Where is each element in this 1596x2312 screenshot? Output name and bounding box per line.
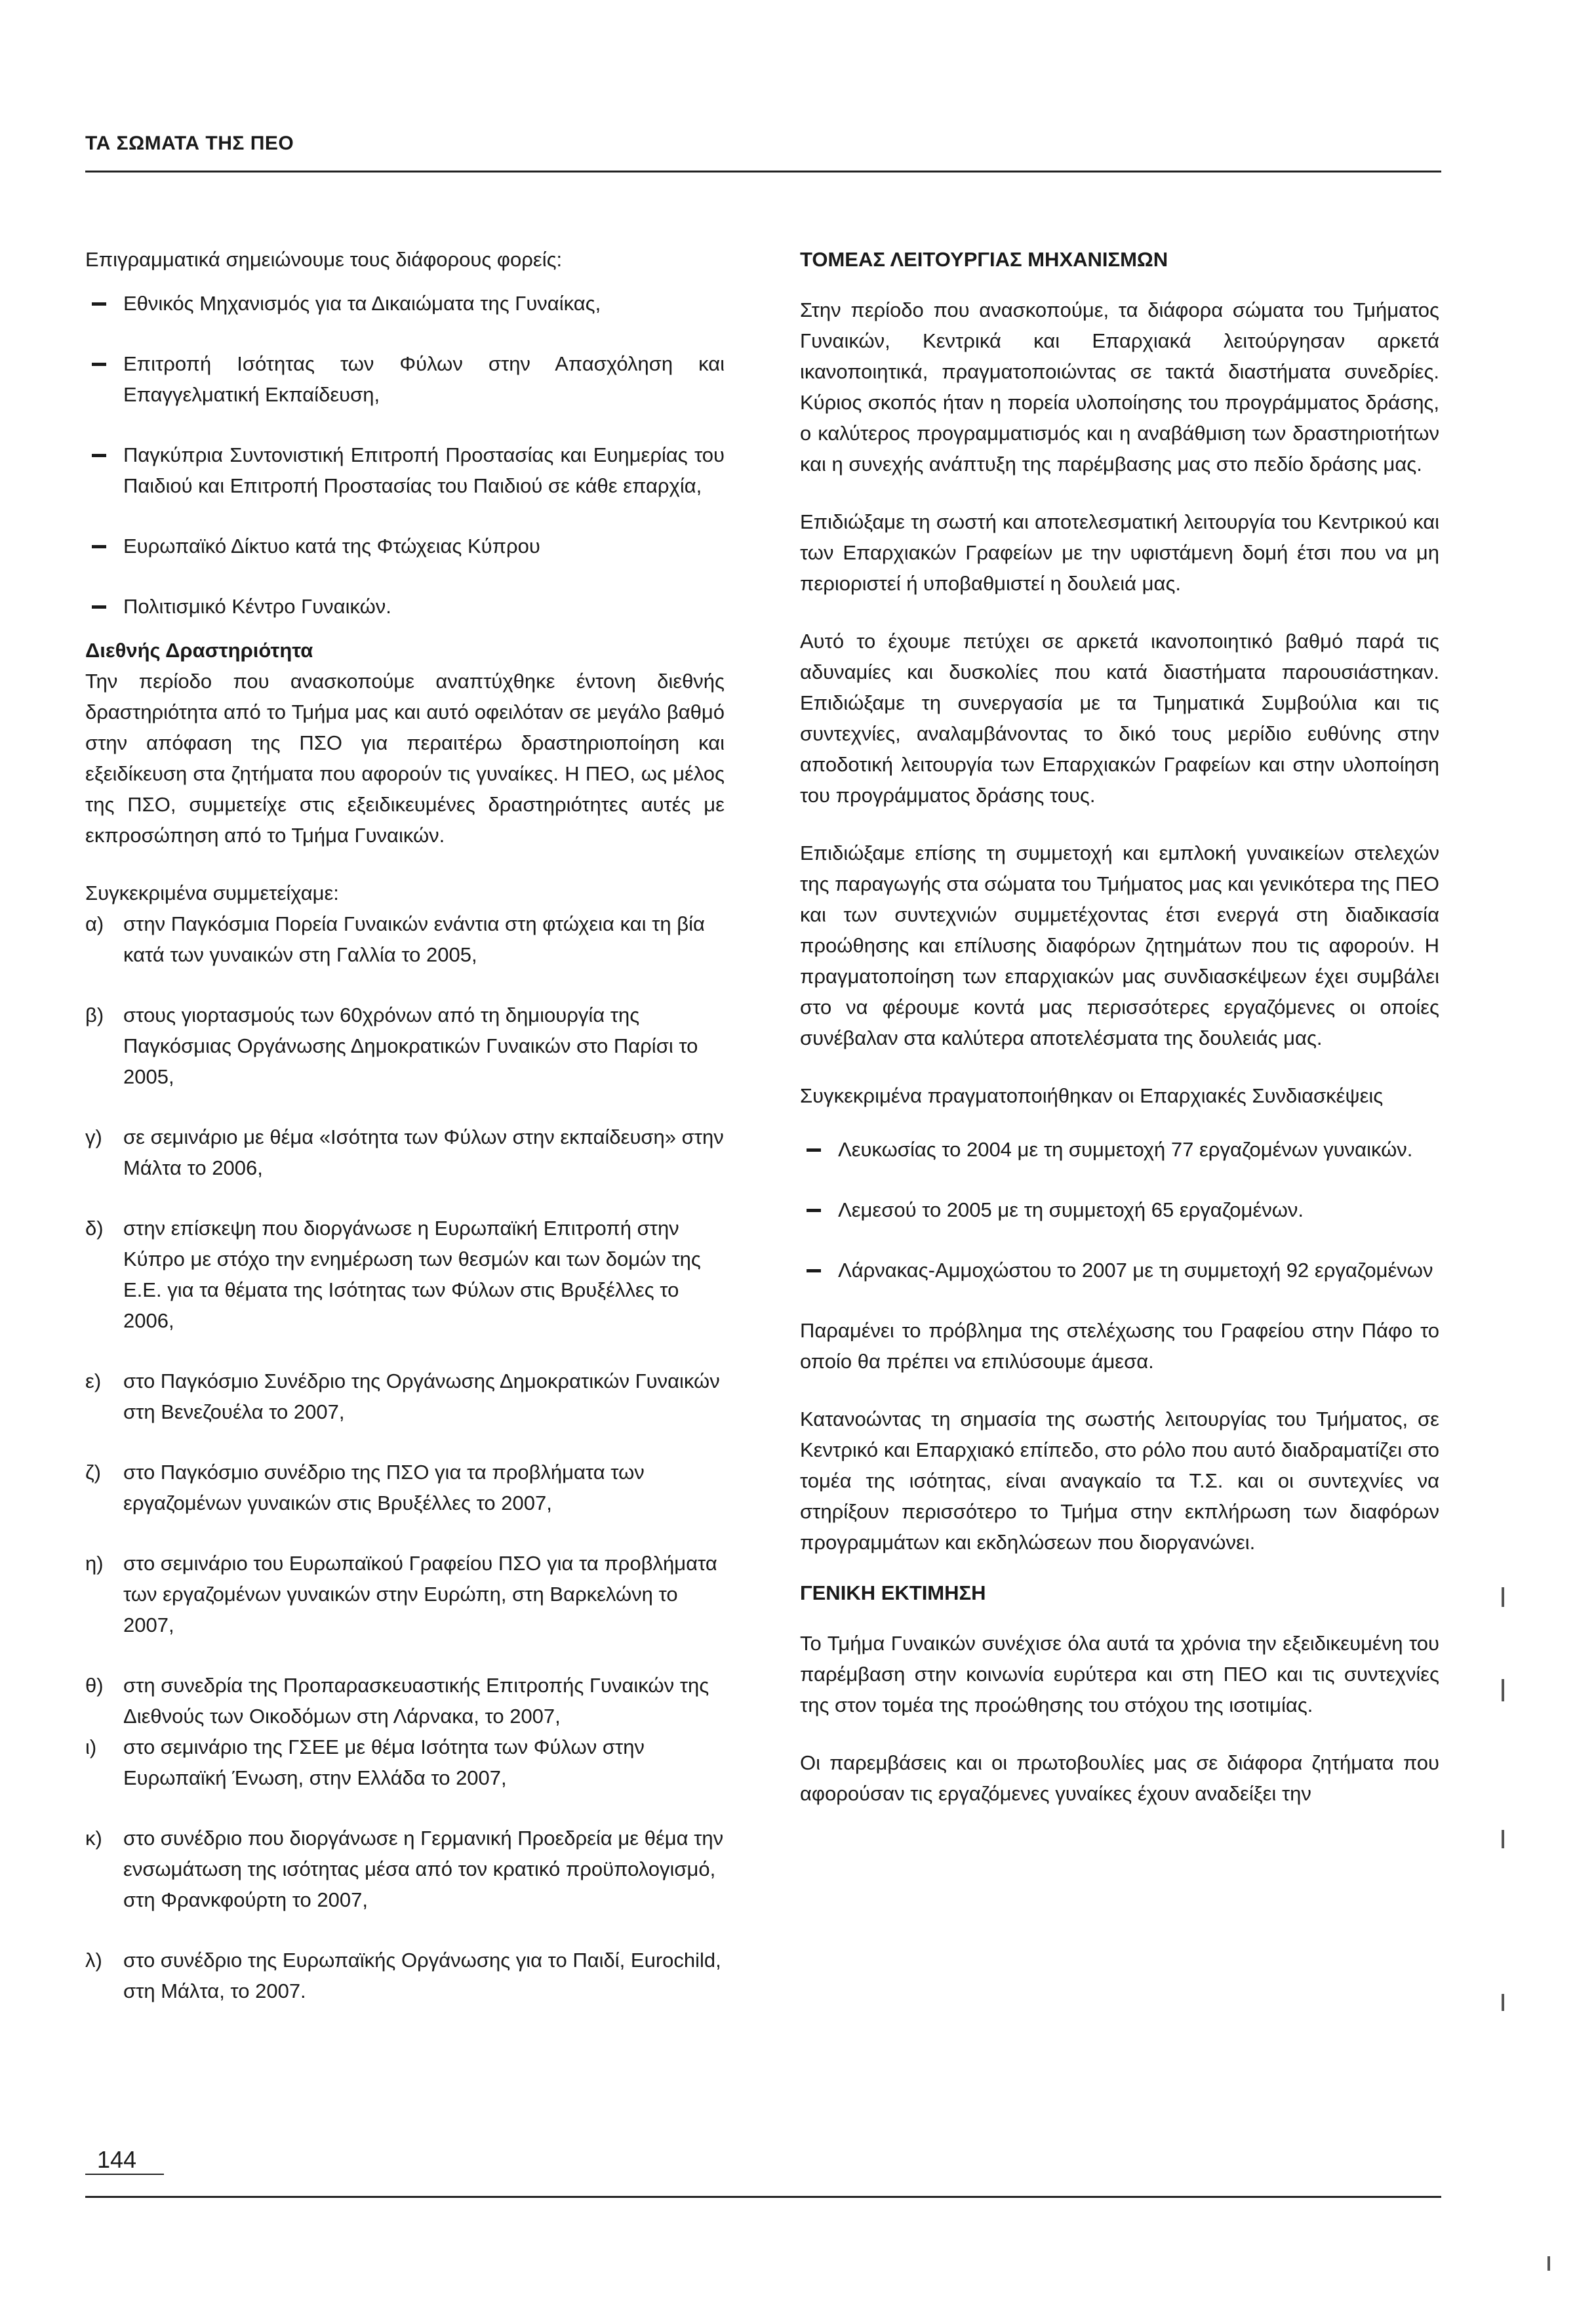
list-item: Λευκωσίας το 2004 με τη συμμετοχή 77 εργαζομένων γυναικών. (800, 1134, 1439, 1165)
list-item: η) στο σεμινάριο του Ευρωπαϊκού Γραφείου ΠΣΟ για τα προβλήματα των εργαζομένων γυναικών στην Ευρώπη, στη Βαρκελώνη το 2007, (85, 1552, 717, 1636)
dash-bullet-icon (92, 545, 106, 548)
list-item: Λεμεσού το 2005 με τη συμμετοχή 65 εργαζομένων. (800, 1194, 1439, 1225)
final-paragraph: Οι παρεμβάσεις και οι πρωτοβουλίες μας σε διάφορα ζητήματα που αφορούσαν τις εργαζόμενες γυναίκες έχουν αναδείξει την (800, 1751, 1439, 1805)
mechanisms-heading: ΤΟΜΕΑΣ ΛΕΙΤΟΥΡΓΙΑΣ ΜΗΧΑΝΙΣΜΩΝ (800, 248, 1168, 271)
list-item: Παγκύπρια Συντονιστική Επιτροπή Προστασίας και Ευημερίας του Παιδιού και Επιτροπή Προστασίας του Παιδιού σε κάθε επαρχία, (85, 439, 725, 501)
list-item: Ευρωπαϊκό Δίκτυο κατά της Φτώχειας Κύπρου (85, 531, 725, 561)
list-item: Λάρνακας-Αμμοχώστου το 2007 με τη συμμετοχή 92 εργαζομένων (800, 1255, 1439, 1286)
paphos-paragraph: Παραμένει το πρόβλημα της στελέχωσης του Γραφείου στην Πάφο το οποίο θα πρέπει να επιλύσουμε άμεσα. (800, 1319, 1439, 1373)
dash-bullet-icon (807, 1269, 821, 1272)
left-column (85, 244, 725, 2006)
list-item: κ) στο συνέδριο που διοργάνωσε η Γερμανική Προεδρεία με θέμα την ενσωμάτωση της ισότητας μέσα από τον κρατικό προϋπολογισμό, στη Φρανκφούρτη το 2007, (85, 1827, 724, 1911)
list-item: Εθνικός Μηχανισμός για τα Δικαιώματα της Γυναίκας, (85, 288, 725, 319)
right-column (800, 244, 1439, 1836)
list-item: α) στην Παγκόσμια Πορεία Γυναικών ενάντια στη φτώχεια και τη βία κατά των γυναικών στη Γαλλία το 2005, (85, 912, 705, 966)
participation-intro: Συγκεκριμένα συμμετείχαμε: (85, 882, 339, 904)
scan-mark (1502, 1587, 1504, 1607)
bodies-intro: Επιγραμματικά σημειώνουμε τους διάφορους φορείς: (85, 248, 563, 271)
dash-bullet-icon (807, 1148, 821, 1152)
running-title: ΤΑ ΣΩΜΑΤΑ ΤΗΣ ΠΕΟ (85, 132, 294, 154)
list-item: β) στους γιορτασμούς των 60χρόνων από τη δημιουργία της Παγκόσμιας Οργάνωσης Δημοκρατικών Γυναικών στο Παρίσι το 2005, (85, 1004, 698, 1088)
body-paragraph: Αυτό το έχουμε πετύχει σε αρκετά ικανοποιητικό βαθμό παρά τις αδυναμίες και δυσκολίες που κατά διαστήματα παρουσιάστηκαν. Επιδιώξαμε τη συνεργασία με τα Τμηματικά Συμβούλια και τις συντεχνίες, αναλαμβάνοντας το δικό τους μερίδιο ευθύνης στην αποδοτική λειτουργία των Επαρχιακών Γραφείων και στην υλοποίηση του προγράμματος δράσης τους. (800, 630, 1439, 807)
page-number: 144 (97, 2146, 137, 2173)
list-item: Πολιτισμικό Κέντρο Γυναικών. (85, 591, 725, 622)
list-item: ε) στο Παγκόσμιο Συνέδριο της Οργάνωσης Δημοκρατικών Γυναικών στη Βενεζουέλα το 2007, (85, 1369, 720, 1423)
list-item: λ) στο συνέδριο της Ευρωπαϊκής Οργάνωσης για το Παιδί, Eurochild, στη Μάλτα, το 2007. (85, 1949, 721, 2002)
scan-mark (1502, 1679, 1504, 1701)
body-paragraph: Στην περίοδο που ανασκοπούμε, τα διάφορα σώματα του Τμήματος Γυναικών, Κεντρικά και Επαρχιακά λειτούργησαν αρκετά ικανοποιητικά, πραγματοποιώντας σε τακτά διαστήματα συνεδρίες. Κύριος σκοπός ήταν η πορεία υλοποίησης του προγράμματος δράσης, ο καλύτερος προγραμματισμός και η αναβάθμιση των δραστηριοτήτων και η συνεχής ανάπτυξη της παρέμβασης μας στο πεδίο δράσης μας. (800, 298, 1439, 476)
scan-mark (1502, 1830, 1504, 1848)
list-item: γ) σε σεμινάριο με θέμα «Ισότητα των Φύλων στην εκπαίδευση» στην Μάλτα το 2006, (85, 1126, 724, 1179)
header-rule (85, 171, 1441, 172)
page-number-rule (85, 2174, 164, 2175)
assessment-paragraph: Το Τμήμα Γυναικών συνέχισε όλα αυτά τα χρόνια την εξειδικευμένη του παρέμβαση στην κοινωνία ευρύτερα και στη ΠΕΟ και τις συντεχνίες της στον τομέα της προώθησης του στόχου της ισοτιμίας. (800, 1632, 1439, 1716)
body-paragraph: Επιδιώξαμε επίσης τη συμμετοχή και εμπλοκή γυναικείων στελεχών της παραγωγής στα σώματα του Τμήματος μας και γενικότερα της ΠΕΟ και των συντεχνιών συμμετέχοντας έτσι ενεργά στη διαδικασία προώθησης και επίλυσης διαφόρων ζητημάτων που τις αφορούν. Η πραγματοποίηση των επαρχιακών μας συνδιασκέψεων έχει συμβάλει στο να φέρουμε κοντά μας περισσότερες εργαζόμενες οι οποίες συνέβαλαν στα καλύτερα αποτελέσματα της δουλειάς μας. (800, 842, 1439, 1049)
dash-bullet-icon (92, 363, 106, 366)
intl-activity-paragraph: Την περίοδο που ανασκοπούμε αναπτύχθηκε έντονη διεθνής δραστηριότητα από το Τμήμα μας και αυτό οφειλόταν σε μεγάλο βαθμό στην απόφαση της ΠΣΟ για περαιτέρω δραστηριοποίηση και εξειδίκευση στα ζητήματα που αφορούν τις γυναίκες. Η ΠΕΟ, ως μέλος της ΠΣΟ, συμμετείχε στις εξειδικευμένες δραστηριότητες αυτές με εκπροσώπηση από το Τμήμα Γυναικών. (85, 670, 725, 847)
body-paragraph: Επιδιώξαμε τη σωστή και αποτελεσματική λειτουργία του Κεντρικού και των Επαρχιακών Γραφείων με την υφιστάμενη δομή έτσι που να μη περιοριστεί ή υποβαθμιστεί η δουλειά μας. (800, 510, 1439, 595)
intl-activity-heading: Διεθνής Δραστηριότητα (85, 639, 313, 662)
list-item: δ) στην επίσκεψη που διοργάνωσε η Ευρωπαϊκή Επιτροπή στην Κύπρο με στόχο την ενημέρωση των θεσμών και των δομών της Ε.Ε. για τα θέματα της Ισότητας των Φύλων στις Βρυξέλλες το 2006, (85, 1217, 701, 1332)
footer-rule (85, 2196, 1441, 2198)
list-item: ζ) στο Παγκόσμιο συνέδριο της ΠΣΟ για τα προβλήματα των εργαζομένων γυναικών στις Βρυξέλλες το 2007, (85, 1461, 645, 1514)
conferences-intro: Συγκεκριμένα πραγματοποιήθηκαν οι Επαρχιακές Συνδιασκέψεις (800, 1084, 1384, 1107)
scan-mark (1547, 2256, 1550, 2271)
list-item: ι) στο σεμινάριο της ΓΣΕΕ με θέμα Ισότητα των Φύλων στην Ευρωπαϊκή Ένωση, στην Ελλάδα το 2007, (85, 1735, 645, 1789)
list-item: θ) στη συνεδρία της Προπαρασκευαστικής Επιτροπής Γυναικών της Διεθνούς των Οικοδόμων στη Λάρνακα, το 2007, (85, 1674, 709, 1728)
dash-bullet-icon (92, 605, 106, 609)
scan-mark (1502, 1994, 1504, 2011)
list-item: Επιτροπή Ισότητας των Φύλων στην Απασχόληση και Επαγγελματική Εκπαίδευση, (85, 348, 725, 410)
dash-bullet-icon (92, 454, 106, 457)
dash-bullet-icon (92, 302, 106, 306)
importance-paragraph: Κατανοώντας τη σημασία της σωστής λειτουργίας του Τμήματος, σε Κεντρικό και Επαρχιακό επίπεδο, στο ρόλο που αυτό διαδραματίζει στο τομέα της ισότητας, είναι αναγκαίο τα Τ.Σ. και οι συντεχνίες να στηρίξουν περισσότερο το Τμήμα στην εκπλήρωση των διαφόρων προγραμμάτων και εκδηλώσεων που διοργανώνει. (800, 1408, 1439, 1554)
dash-bullet-icon (807, 1209, 821, 1212)
assessment-heading: ΓΕΝΙΚΗ ΕΚΤΙΜΗΣΗ (800, 1581, 986, 1604)
